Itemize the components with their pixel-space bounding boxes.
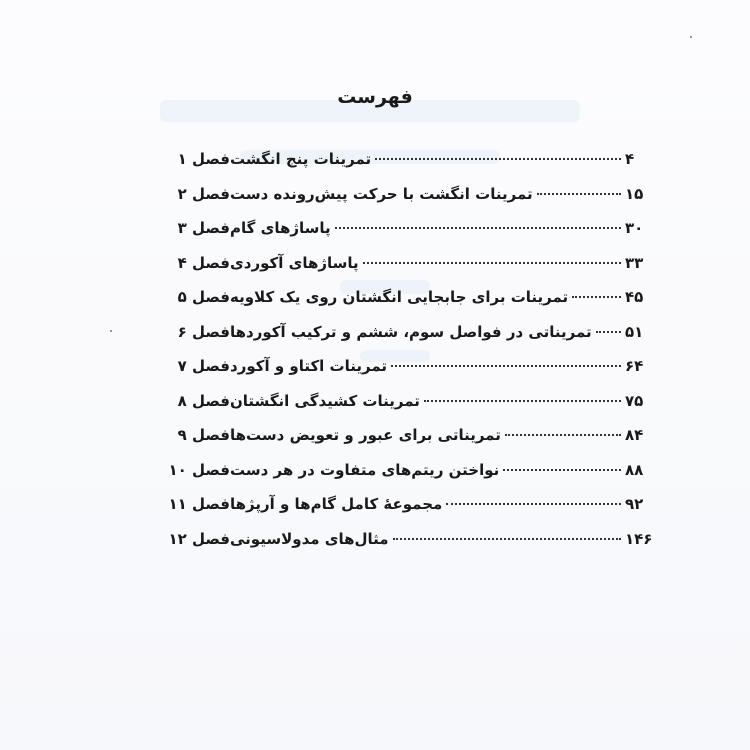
- entry-title: پاساژهای گام: [230, 219, 331, 237]
- toc-entry: [230, 495, 655, 513]
- entry-title: نواختن ریتم‌های متفاوت در هر دست: [230, 460, 500, 479]
- chapter-label: فصل ۸: [177, 391, 230, 410]
- toc-entry: [230, 323, 655, 341]
- toc-row[interactable]: [120, 357, 655, 392]
- toc-row[interactable]: [120, 392, 655, 427]
- page-number: ۹۲: [625, 495, 644, 513]
- toc-row[interactable]: [120, 288, 655, 323]
- toc-entry: [230, 392, 655, 410]
- toc-row[interactable]: [120, 185, 655, 220]
- chapter-label: فصل ۳: [177, 219, 230, 237]
- toc-entry: [230, 461, 655, 479]
- entry-title: تمریناتی در فواصل سوم، ششم و ترکیب آکوردها: [230, 322, 592, 341]
- dot-leader: [596, 331, 621, 333]
- dot-leader: [335, 227, 621, 229]
- toc-row[interactable]: [120, 150, 655, 185]
- page-number: ۵۱: [625, 322, 644, 341]
- page-number: ۱۴۶: [625, 529, 653, 548]
- entry-title: مثال‌های مدولاسیونی: [230, 529, 389, 548]
- entry-title: تمرینات کشیدگی انگشتان: [230, 391, 420, 410]
- chapter-label: فصل ۱۰: [168, 460, 230, 479]
- toc-row[interactable]: [120, 426, 655, 461]
- entry-title: تمرینات برای جابجایی انگشتان روی یک کلاویه: [230, 288, 569, 306]
- page-number: ۱۵: [625, 184, 644, 203]
- toc-entry: [230, 254, 655, 272]
- entry-title: پاساژهای آکوردی: [230, 253, 359, 272]
- chapter-label: فصل ۱۱: [168, 495, 230, 513]
- toc-entry: [230, 357, 655, 375]
- toc-row[interactable]: [120, 495, 655, 530]
- toc-entry: [230, 530, 655, 548]
- dot-leader: [537, 193, 621, 195]
- entry-title: تمرینات پنج انگشت: [230, 150, 372, 168]
- chapter-label: فصل ۹: [177, 426, 230, 444]
- toc-entry: [230, 185, 655, 203]
- dot-leader: [424, 400, 621, 402]
- toc-title: فهرست: [337, 86, 413, 108]
- toc-entry: [230, 288, 655, 306]
- entry-title: تمرینات انگشت با حرکت پیش‌رونده دست: [230, 184, 533, 203]
- dot-leader: [393, 538, 621, 540]
- paper-speck: [690, 36, 692, 38]
- toc-entry: [230, 426, 655, 444]
- page-number: ۴: [625, 150, 635, 168]
- page-number: ۴۵: [625, 288, 644, 306]
- toc-row[interactable]: [120, 461, 655, 496]
- toc-row[interactable]: [120, 219, 655, 254]
- paper-speck: [110, 330, 112, 332]
- page-number: ۶۴: [625, 357, 644, 375]
- page-number: ۷۵: [625, 391, 644, 410]
- dot-leader: [363, 262, 621, 264]
- toc-entry: [230, 219, 655, 237]
- toc-entry: [230, 150, 655, 168]
- toc-row[interactable]: [120, 530, 655, 565]
- chapter-label: فصل ۶: [177, 322, 230, 341]
- chapter-label: فصل ۱۲: [168, 529, 230, 548]
- dot-leader: [391, 365, 621, 367]
- chapter-label: فصل ۷: [177, 357, 230, 375]
- page-number: ۳۰: [625, 219, 644, 237]
- entry-title: تمرینات اکتاو و آکورد: [230, 357, 388, 375]
- chapter-label: فصل ۱: [177, 150, 230, 168]
- dot-leader: [446, 503, 621, 505]
- dot-leader: [375, 158, 621, 160]
- toc-row[interactable]: [120, 254, 655, 289]
- entry-title: مجموعهٔ کامل گام‌ها و آرپژها: [230, 495, 443, 513]
- page-number: ۳۳: [625, 253, 644, 272]
- toc-row[interactable]: [120, 323, 655, 358]
- dot-leader: [572, 296, 621, 298]
- table-of-contents: [120, 150, 655, 564]
- chapter-label: فصل ۲: [177, 184, 230, 203]
- page-number: ۸۸: [625, 460, 644, 479]
- dot-leader: [503, 469, 621, 471]
- chapter-label: فصل ۵: [177, 288, 230, 306]
- dot-leader: [505, 434, 621, 436]
- page-number: ۸۴: [625, 426, 644, 444]
- chapter-label: فصل ۴: [177, 253, 230, 272]
- entry-title: تمریناتی برای عبور و تعویض دست‌ها: [230, 426, 501, 444]
